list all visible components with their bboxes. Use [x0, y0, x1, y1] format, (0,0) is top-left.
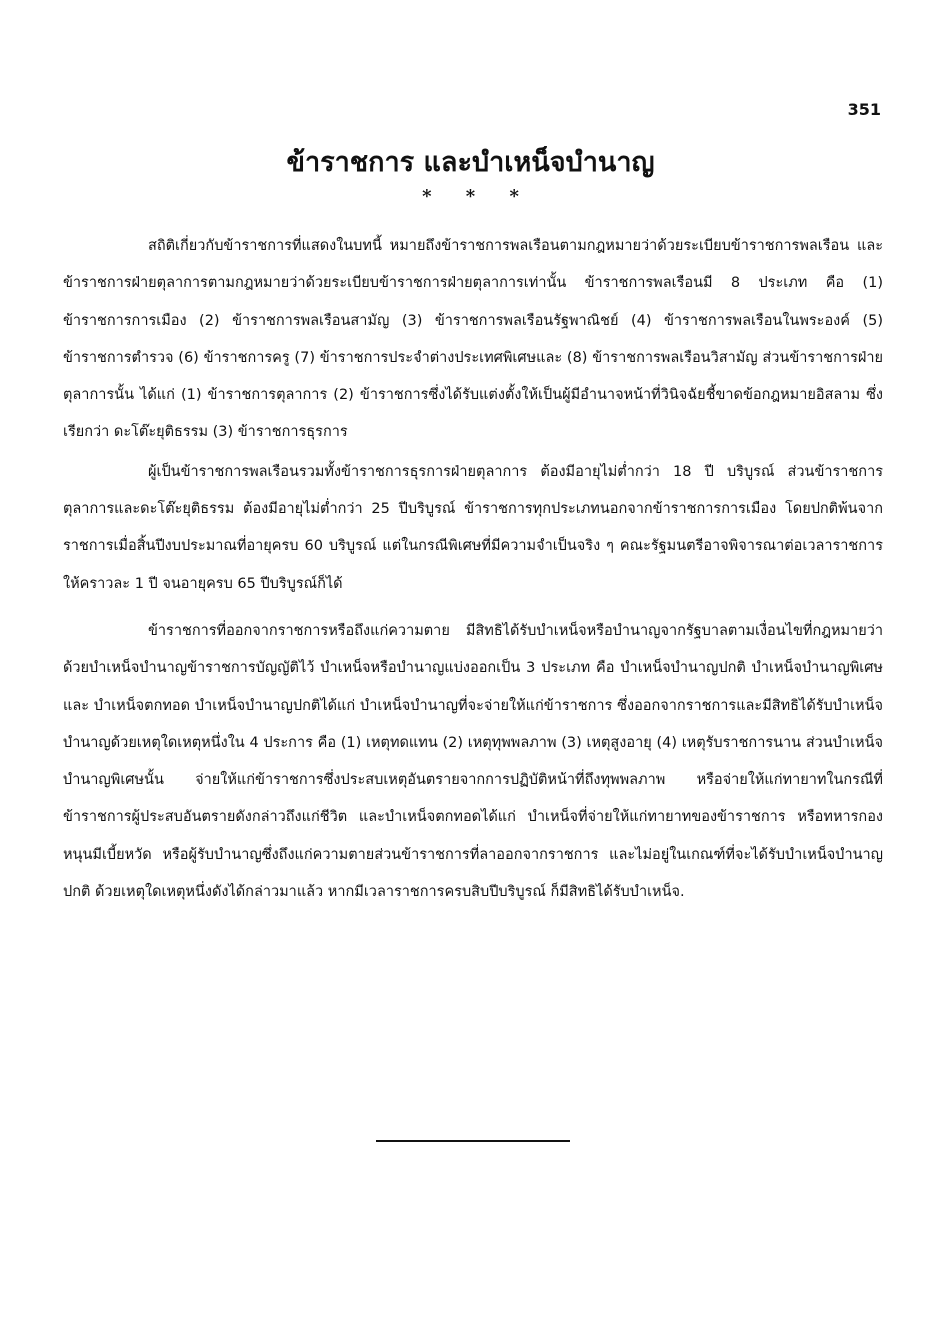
paragraph-civil-servants: สถิติเกี่ยวกับข้าราชการที่แสดงในบทนี้ หมายถึงข้าราชการพลเรือนตามกฎหมายว่าด้วยระเบียบข้าราชการพลเรือน และข้าราชการฝ่ายตุลาการตามกฎหมายว่าด้วยระเบียบข้าราชการฝ่ายตุลาการเท่านั้น ข้าราชการพลเรือนมี 8 ประเภท คือ (1) ข้าราชการการเมือง (2) ข้าราชการพลเรือนสามัญ (3) ข้าราชการพลเรือนรัฐพาณิชย์ (4) ข้าราชการพลเรือนในพระองค์ (5) ข้าราชการตำรวจ (6) ข้าราชการครู (7) ข้าราชการประจำต่างประเทศพิเศษและ (8) ข้าราชการพลเรือนวิสามัญ ส่วนข้าราชการฝ่ายตุลาการนั้น ได้แก่ (1) ข้าราชการตุลาการ (2) ข้าราชการซึ่งได้รับแต่งตั้งให้เป็นผู้มีอำนาจหน้าที่วินิจฉัยชี้ขาดข้อกฎหมายอิสลาม ซึ่งเรียกว่า ดะโต๊ะยุติธรรม (3) ข้าราชการธุรการ — [63, 238, 883, 441]
page-number: 351 — [847, 100, 881, 119]
end-rule — [376, 1140, 570, 1142]
document-body — [63, 228, 883, 911]
page-title: ข้าราชการ และบำเหน็จบำนาญ — [286, 147, 655, 178]
paragraph-age-requirements: ผู้เป็นข้าราชการพลเรือนรวมทั้งข้าราชการธุรการฝ่ายตุลาการ ต้องมีอายุไม่ต่ำกว่า 18 ปี บริบูรณ์ ส่วนข้าราชการตุลาการและดะโต๊ะยุติธรรม ต้องมีอายุไม่ต่ำกว่า 25 ปีบริบูรณ์ ข้าราชการทุกประเภทนอกจากข้าราชการการเมือง โดยปกติพ้นจากราชการเมื่อสิ้นปีงบประมาณที่อายุครบ 60 บริบูรณ์ แต่ในกรณีพิเศษที่มีความจำเป็นจริง ๆ คณะรัฐมนตรีอาจพิจารณาต่อเวลาราชการให้คราวละ 1 ปี จนอายุครบ 65 ปีบริบูรณ์ก็ได้ — [63, 463, 883, 592]
paragraph-pensions: ข้าราชการที่ออกจากราชการหรือถึงแก่ความตาย มีสิทธิได้รับบำเหน็จหรือบำนาญจากรัฐบาลตามเงื่อนไขที่กฎหมายว่าด้วยบำเหน็จบำนาญข้าราชการบัญญัติไว้ บำเหน็จหรือบำนาญแบ่งออกเป็น 3 ประเภท คือ บำเหน็จบำนาญปกติ บำเหน็จบำนาญพิเศษ และ บำเหน็จตกทอด บำเหน็จบำนาญปกติได้แก่ บำเหน็จบำนาญที่จะจ่ายให้แก่ข้าราชการ ซึ่งออกจากราชการและมีสิทธิได้รับบำเหน็จบำนาญด้วยเหตุใดเหตุหนึ่งใน 4 ประการ คือ (1) เหตุทดแทน (2) เหตุทุพพลภาพ (3) เหตุสูงอายุ (4) เหตุรับราชการนาน ส่วนบำเหน็จบำนาญพิเศษนั้น จ่ายให้แก่ข้าราชการซึ่งประสบเหตุอันตรายจากการปฏิบัติหน้าที่ถึงทุพพลภาพ หรือจ่ายให้แก่ทายาทในกรณีที่ข้าราชการผู้ประสบอันตรายดังกล่าวถึงแก่ชีวิต และบำเหน็จตกทอดได้แก่ บำเหน็จที่จ่ายให้แก่ทายาทของข้าราชการ หรือทหารกองหนุนมีเบี้ยหวัด หรือผู้รับบำนาญซึ่งถึงแก่ความตายส่วนข้าราชการที่ลาออกจากราชการ และไม่อยู่ในเกณฑ์ที่จะได้รับบำเหน็จบำนาญปกติ ด้วยเหตุใดเหตุหนึ่งดังได้กล่าวมาแล้ว หากมีเวลาราชการครบสิบปีบริบูรณ์ ก็มีสิทธิได้รับบำเหน็จ. — [63, 622, 883, 901]
section-separator: * * * — [422, 186, 519, 207]
